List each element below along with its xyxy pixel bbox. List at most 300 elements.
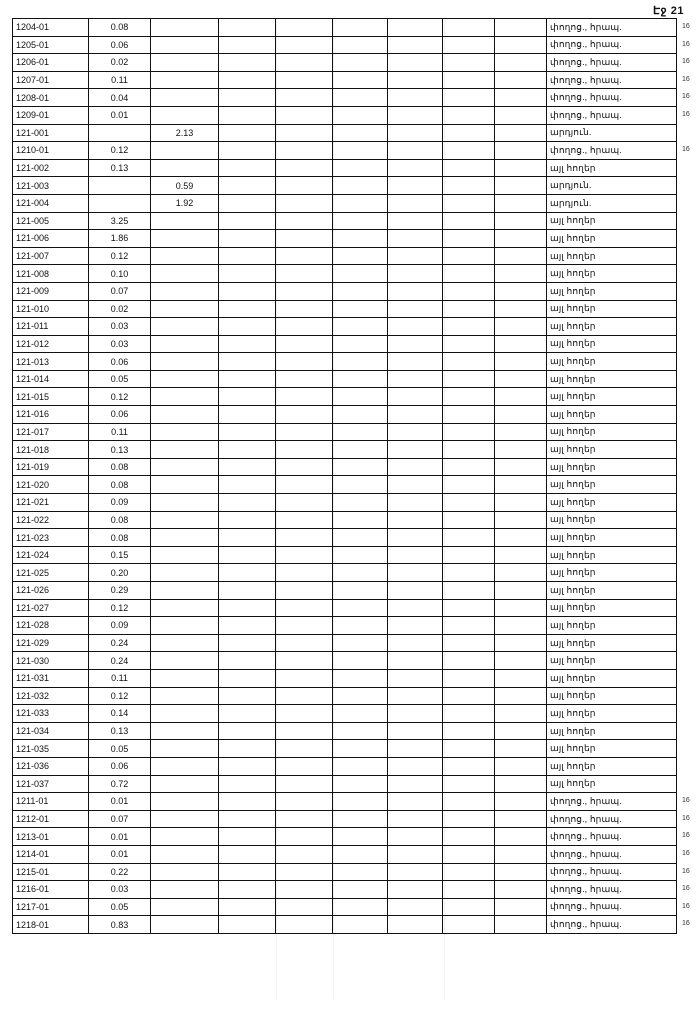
cell-blank-5 (443, 106, 495, 124)
margin-mark: 16 (682, 814, 690, 822)
cell-parcel-code: 121-003 (13, 177, 89, 195)
table-row (13, 722, 677, 740)
cell-blank-5 (443, 54, 495, 72)
cell-blank-6 (495, 282, 547, 300)
cell-blank-6 (495, 230, 547, 248)
margin-mark: 16 (682, 40, 690, 48)
land-use-note-text: այլ հողեր (550, 532, 596, 543)
cell-blank-4 (388, 898, 443, 916)
land-use-note-text: այլ հողեր (550, 250, 596, 261)
cell-blank-3 (333, 722, 388, 740)
cell-area-value-1: 0.06 (89, 36, 151, 54)
table-row (13, 599, 677, 617)
cell-blank-3 (333, 599, 388, 617)
cell-blank-4 (388, 71, 443, 89)
cell-area-value-2 (151, 634, 219, 652)
cell-land-use-note (547, 300, 677, 318)
cell-blank-3 (333, 423, 388, 441)
cell-blank-6 (495, 318, 547, 336)
cell-land-use-note (547, 458, 677, 476)
cell-blank-1 (219, 511, 276, 529)
land-use-note-text: այլ հողեր (550, 461, 596, 472)
cell-land-use-note (547, 881, 677, 899)
cell-parcel-code: 1207-01 (13, 71, 89, 89)
cell-blank-6 (495, 634, 547, 652)
land-use-note-text: այլ հողեր (550, 707, 596, 718)
cell-blank-4 (388, 247, 443, 265)
land-use-note-text: այլ հողեր (550, 338, 596, 349)
cell-blank-4 (388, 423, 443, 441)
cell-blank-2 (276, 142, 333, 160)
cell-area-value-2 (151, 810, 219, 828)
cell-area-value-2 (151, 353, 219, 371)
cell-parcel-code: 121-022 (13, 511, 89, 529)
cell-blank-6 (495, 740, 547, 758)
cell-land-use-note (547, 212, 677, 230)
cell-area-value-1: 0.03 (89, 318, 151, 336)
land-use-note-text: այլ հողեր (550, 567, 596, 578)
cell-blank-2 (276, 54, 333, 72)
cell-blank-1 (219, 898, 276, 916)
cell-blank-1 (219, 740, 276, 758)
cell-area-value-1: 0.24 (89, 652, 151, 670)
table-row (13, 564, 677, 582)
cell-blank-3 (333, 124, 388, 142)
cell-area-value-1: 0.08 (89, 458, 151, 476)
land-use-note-text: փողոց., հրապ. (550, 109, 622, 120)
cell-area-value-1: 0.05 (89, 370, 151, 388)
cell-area-value-2 (151, 388, 219, 406)
cell-area-value-1: 0.13 (89, 441, 151, 459)
margin-mark (682, 722, 698, 740)
cell-land-use-note (547, 54, 677, 72)
cell-blank-3 (333, 36, 388, 54)
cell-blank-5 (443, 564, 495, 582)
cell-blank-4 (388, 722, 443, 740)
table-row (13, 71, 677, 89)
margin-mark: 16 (682, 832, 690, 840)
cell-blank-4 (388, 617, 443, 635)
margin-mark (682, 176, 698, 194)
table-row (13, 54, 677, 72)
cell-blank-6 (495, 687, 547, 705)
cell-blank-4 (388, 828, 443, 846)
cell-blank-5 (443, 230, 495, 248)
cell-land-use-note (547, 353, 677, 371)
cell-blank-6 (495, 406, 547, 424)
cell-land-use-note (547, 652, 677, 670)
cell-area-value-2 (151, 300, 219, 318)
cell-area-value-2 (151, 775, 219, 793)
cell-land-use-note (547, 669, 677, 687)
cell-blank-1 (219, 652, 276, 670)
cell-parcel-code: 121-035 (13, 740, 89, 758)
cell-blank-1 (219, 423, 276, 441)
cell-blank-2 (276, 388, 333, 406)
cell-blank-3 (333, 318, 388, 336)
margin-mark (682, 493, 698, 511)
cell-blank-4 (388, 36, 443, 54)
cell-blank-4 (388, 740, 443, 758)
cell-area-value-2 (151, 476, 219, 494)
cell-blank-4 (388, 564, 443, 582)
cell-area-value-2 (151, 511, 219, 529)
cell-blank-1 (219, 19, 276, 37)
margin-mark (682, 124, 698, 142)
margin-mark (682, 212, 698, 230)
table-row (13, 247, 677, 265)
cell-blank-5 (443, 494, 495, 512)
cell-blank-6 (495, 617, 547, 635)
cell-area-value-1: 0.02 (89, 300, 151, 318)
cell-blank-3 (333, 757, 388, 775)
cell-parcel-code: 1217-01 (13, 898, 89, 916)
cell-area-value-2 (151, 669, 219, 687)
cell-blank-3 (333, 230, 388, 248)
margin-mark (682, 651, 698, 669)
cell-area-value-1: 0.01 (89, 793, 151, 811)
cell-parcel-code: 121-016 (13, 406, 89, 424)
cell-blank-6 (495, 19, 547, 37)
cell-blank-5 (443, 318, 495, 336)
margin-mark (682, 282, 698, 300)
cell-blank-6 (495, 370, 547, 388)
cell-blank-1 (219, 247, 276, 265)
land-use-note-text: այլ հողեր (550, 444, 596, 455)
cell-parcel-code: 121-028 (13, 617, 89, 635)
cell-blank-4 (388, 845, 443, 863)
cell-area-value-2 (151, 898, 219, 916)
cell-blank-2 (276, 159, 333, 177)
cell-blank-2 (276, 687, 333, 705)
cell-area-value-2 (151, 564, 219, 582)
cell-blank-2 (276, 353, 333, 371)
land-use-note-text: այլ հողեր (550, 268, 596, 279)
table-row (13, 335, 677, 353)
cell-blank-6 (495, 757, 547, 775)
table-row (13, 494, 677, 512)
cell-blank-1 (219, 177, 276, 195)
cell-area-value-2: 2.13 (151, 124, 219, 142)
cell-area-value-2 (151, 529, 219, 547)
cell-blank-3 (333, 406, 388, 424)
cell-blank-5 (443, 652, 495, 670)
margin-mark (682, 704, 698, 722)
cell-blank-3 (333, 740, 388, 758)
cell-blank-2 (276, 546, 333, 564)
cell-parcel-code: 121-030 (13, 652, 89, 670)
cell-land-use-note (547, 441, 677, 459)
margin-mark: 16 (682, 58, 690, 66)
margin-mark (682, 757, 698, 775)
cell-blank-5 (443, 441, 495, 459)
land-use-note-text: այլ հողեր (550, 743, 596, 754)
land-use-note-text: այլ հողեր (550, 514, 596, 525)
margin-mark: 16 (682, 93, 690, 101)
cell-blank-3 (333, 300, 388, 318)
margin-mark (682, 546, 698, 564)
cell-blank-6 (495, 881, 547, 899)
cell-blank-2 (276, 722, 333, 740)
cell-area-value-2 (151, 441, 219, 459)
cell-blank-6 (495, 793, 547, 811)
cell-area-value-1: 0.03 (89, 881, 151, 899)
table-row (13, 529, 677, 547)
cell-blank-2 (276, 705, 333, 723)
page-number-label: Էջ 21 (653, 5, 684, 17)
cell-blank-2 (276, 582, 333, 600)
table-row (13, 36, 677, 54)
cell-land-use-note (547, 546, 677, 564)
cell-parcel-code: 121-020 (13, 476, 89, 494)
margin-mark (682, 247, 698, 265)
cell-blank-1 (219, 353, 276, 371)
cell-blank-3 (333, 564, 388, 582)
cell-area-value-2 (151, 863, 219, 881)
cell-blank-1 (219, 265, 276, 283)
cell-blank-1 (219, 722, 276, 740)
cell-blank-1 (219, 142, 276, 160)
cell-blank-3 (333, 845, 388, 863)
cell-blank-2 (276, 300, 333, 318)
cell-land-use-note (547, 406, 677, 424)
cell-land-use-note (547, 722, 677, 740)
table-row (13, 370, 677, 388)
margin-mark (682, 616, 698, 634)
cell-area-value-2 (151, 335, 219, 353)
cell-blank-5 (443, 476, 495, 494)
cell-parcel-code: 1210-01 (13, 142, 89, 160)
cell-blank-2 (276, 898, 333, 916)
cell-area-value-1: 0.05 (89, 898, 151, 916)
margin-mark (682, 300, 698, 318)
cell-area-value-2 (151, 828, 219, 846)
cell-blank-5 (443, 142, 495, 160)
land-use-note-text: արդյուն. (550, 197, 592, 208)
cell-area-value-1: 0.06 (89, 353, 151, 371)
cell-blank-4 (388, 916, 443, 934)
table-row (13, 159, 677, 177)
cell-blank-2 (276, 247, 333, 265)
cell-blank-3 (333, 282, 388, 300)
cell-blank-3 (333, 370, 388, 388)
cell-parcel-code: 121-006 (13, 230, 89, 248)
cell-parcel-code: 121-009 (13, 282, 89, 300)
cell-area-value-1: 0.72 (89, 775, 151, 793)
land-use-note-text: այլ հողեր (550, 619, 596, 630)
cell-blank-3 (333, 793, 388, 811)
cell-area-value-2 (151, 458, 219, 476)
cell-blank-1 (219, 318, 276, 336)
cell-land-use-note (547, 705, 677, 723)
cell-land-use-note (547, 494, 677, 512)
land-use-note-text: այլ հողեր (550, 426, 596, 437)
cell-blank-3 (333, 476, 388, 494)
margin-mark: 16 (682, 110, 690, 118)
cell-blank-3 (333, 898, 388, 916)
cell-blank-6 (495, 177, 547, 195)
cell-land-use-note (547, 89, 677, 107)
land-use-note-text: այլ հողեր (550, 672, 596, 683)
cell-parcel-code: 1205-01 (13, 36, 89, 54)
cell-blank-2 (276, 370, 333, 388)
land-use-note-text: այլ հողեր (550, 356, 596, 367)
table-row (13, 863, 677, 881)
cell-area-value-2 (151, 370, 219, 388)
cell-blank-3 (333, 247, 388, 265)
cell-area-value-2 (151, 36, 219, 54)
cell-blank-5 (443, 916, 495, 934)
cell-blank-6 (495, 828, 547, 846)
land-use-note-text: փողոց., հրապ. (550, 901, 622, 912)
cell-area-value-1: 0.05 (89, 740, 151, 758)
cell-blank-1 (219, 441, 276, 459)
cell-area-value-2 (151, 687, 219, 705)
cell-land-use-note (547, 71, 677, 89)
margin-mark: 16 (682, 797, 690, 805)
cell-blank-3 (333, 881, 388, 899)
cell-blank-5 (443, 19, 495, 37)
margin-mark (682, 264, 698, 282)
cell-land-use-note (547, 898, 677, 916)
land-use-note-text: այլ հողեր (550, 690, 596, 701)
cell-blank-4 (388, 54, 443, 72)
cell-blank-1 (219, 599, 276, 617)
table-row (13, 669, 677, 687)
cell-blank-1 (219, 705, 276, 723)
cell-blank-6 (495, 476, 547, 494)
cell-blank-1 (219, 845, 276, 863)
cell-area-value-2 (151, 71, 219, 89)
cell-land-use-note (547, 634, 677, 652)
cell-area-value-1: 0.01 (89, 845, 151, 863)
cell-area-value-2 (151, 722, 219, 740)
land-use-note-text: այլ հողեր (550, 479, 596, 490)
margin-mark: 16 (682, 75, 690, 83)
cell-area-value-1 (89, 124, 151, 142)
margin-mark (682, 669, 698, 687)
cell-blank-1 (219, 546, 276, 564)
cell-area-value-2 (151, 617, 219, 635)
cell-blank-5 (443, 406, 495, 424)
cell-parcel-code: 1208-01 (13, 89, 89, 107)
margin-mark (682, 528, 698, 546)
margin-mark (682, 775, 698, 793)
cell-blank-6 (495, 652, 547, 670)
cell-blank-2 (276, 318, 333, 336)
cell-blank-4 (388, 582, 443, 600)
margin-mark (682, 405, 698, 423)
land-use-note-text: այլ հողեր (550, 778, 596, 789)
table-row (13, 582, 677, 600)
cell-area-value-2 (151, 740, 219, 758)
cell-land-use-note (547, 318, 677, 336)
cell-blank-1 (219, 810, 276, 828)
cell-area-value-1: 0.06 (89, 406, 151, 424)
cell-parcel-code: 121-023 (13, 529, 89, 547)
cell-land-use-note (547, 511, 677, 529)
cell-blank-4 (388, 194, 443, 212)
cell-blank-6 (495, 194, 547, 212)
cell-blank-5 (443, 546, 495, 564)
cell-blank-4 (388, 282, 443, 300)
cell-land-use-note (547, 564, 677, 582)
cell-blank-4 (388, 142, 443, 160)
cell-blank-6 (495, 441, 547, 459)
cell-blank-2 (276, 212, 333, 230)
table-row (13, 476, 677, 494)
cell-blank-1 (219, 634, 276, 652)
cell-blank-4 (388, 318, 443, 336)
cell-area-value-2 (151, 793, 219, 811)
cell-blank-2 (276, 564, 333, 582)
cell-area-value-1: 0.12 (89, 142, 151, 160)
land-use-note-text: փողոց., հրապ. (550, 21, 622, 32)
table-row (13, 705, 677, 723)
cell-blank-5 (443, 71, 495, 89)
cell-land-use-note (547, 194, 677, 212)
table-row (13, 19, 677, 37)
cell-area-value-2 (151, 406, 219, 424)
cell-parcel-code: 121-029 (13, 634, 89, 652)
cell-area-value-1: 0.08 (89, 529, 151, 547)
table-row (13, 898, 677, 916)
cell-blank-5 (443, 617, 495, 635)
cell-parcel-code: 121-032 (13, 687, 89, 705)
cell-blank-5 (443, 89, 495, 107)
cell-land-use-note (547, 810, 677, 828)
cell-blank-1 (219, 881, 276, 899)
cell-blank-5 (443, 247, 495, 265)
cell-area-value-1: 0.03 (89, 335, 151, 353)
cell-area-value-1: 0.07 (89, 282, 151, 300)
cell-blank-5 (443, 529, 495, 547)
cell-area-value-2 (151, 652, 219, 670)
land-use-note-text: այլ հողեր (550, 303, 596, 314)
cell-blank-2 (276, 441, 333, 459)
cell-blank-5 (443, 599, 495, 617)
table-row (13, 511, 677, 529)
land-use-note-text: փողոց., հրապ. (550, 74, 622, 85)
cell-blank-1 (219, 370, 276, 388)
table-row (13, 406, 677, 424)
cell-area-value-1: 0.08 (89, 511, 151, 529)
cell-area-value-2 (151, 705, 219, 723)
cell-blank-6 (495, 511, 547, 529)
cell-area-value-2 (151, 599, 219, 617)
table-row (13, 318, 677, 336)
margin-mark: 16 (682, 146, 690, 154)
cell-blank-4 (388, 511, 443, 529)
table-row (13, 441, 677, 459)
cell-blank-4 (388, 370, 443, 388)
cell-blank-3 (333, 212, 388, 230)
table-row (13, 652, 677, 670)
table-row (13, 353, 677, 371)
margin-mark (682, 229, 698, 247)
cell-blank-6 (495, 71, 547, 89)
cell-area-value-2 (151, 494, 219, 512)
cell-blank-2 (276, 757, 333, 775)
cell-area-value-1: 0.12 (89, 599, 151, 617)
cell-area-value-1: 0.11 (89, 423, 151, 441)
cell-blank-3 (333, 19, 388, 37)
cell-blank-1 (219, 282, 276, 300)
cell-blank-5 (443, 828, 495, 846)
table-row (13, 124, 677, 142)
cell-blank-5 (443, 687, 495, 705)
cell-area-value-2 (151, 757, 219, 775)
